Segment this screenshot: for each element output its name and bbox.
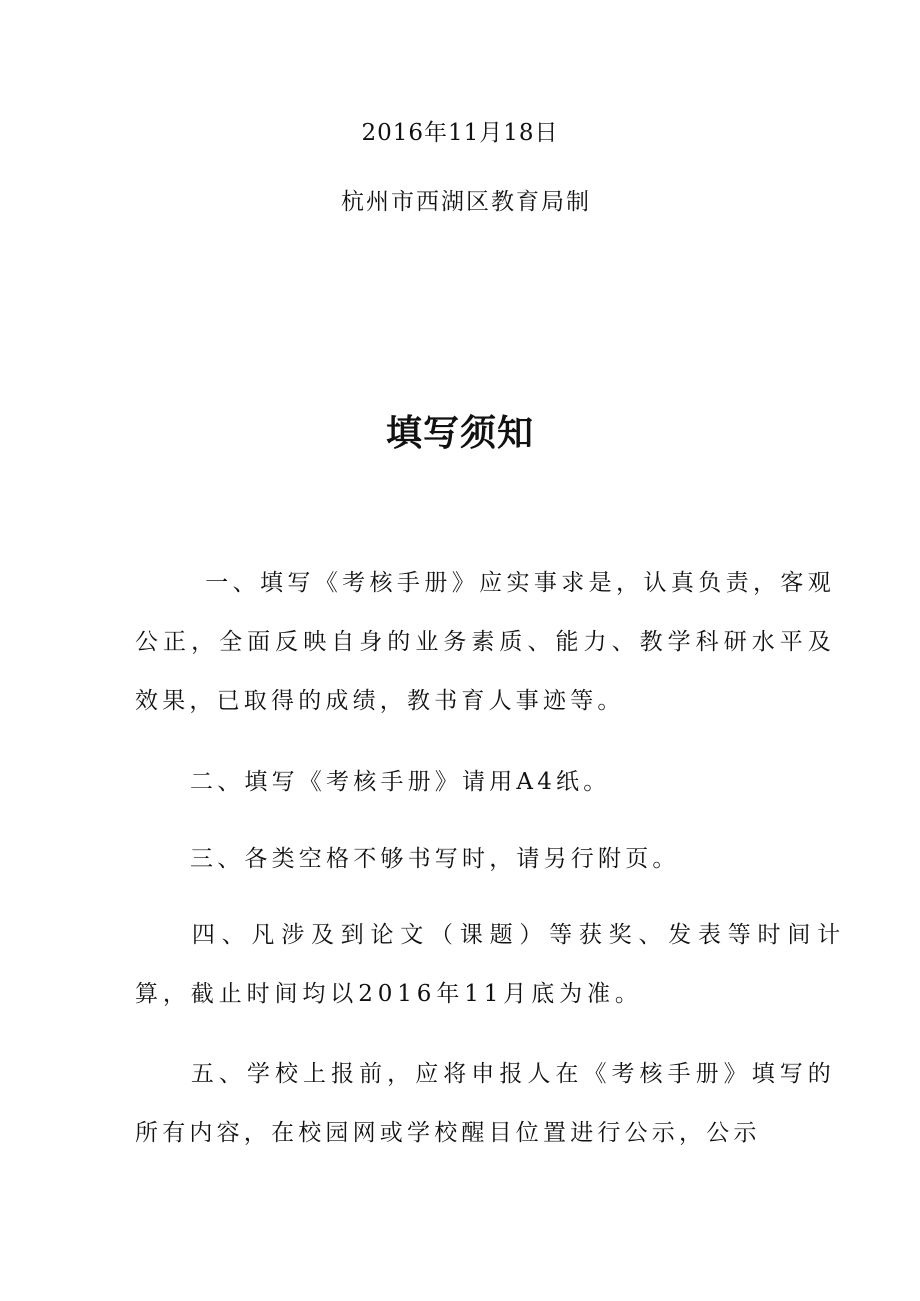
instruction-text-1: 一、填写《考核手册》应实事求是，认真负责，客观公正，全面反映自身的业务素质、能力、教学科研水平及效果，已取得的成绩，教书育人事迹等。 (135, 570, 835, 714)
document-date: 2016年11月18日 (361, 120, 559, 146)
page-title: 填写须知 (385, 413, 534, 454)
issuer-line: 杭州市西湖区教育局制 (341, 189, 591, 215)
instruction-text-4: 四、凡涉及到论文（课题）等获奖、发表等时间计算，截止时间均以2016年11月底为准。 (135, 922, 845, 1007)
instruction-item-4 (135, 906, 845, 1024)
instruction-item-2 (135, 753, 835, 812)
instruction-item-1 (135, 554, 835, 731)
instruction-text-5: 五、学校上报前，应将申报人在《考核手册》填写的所有内容，在校园网或学校醒目位置进行公示，公示 (135, 1061, 835, 1146)
instruction-text-3: 三、各类空格不够书写时，请另行附页。 (190, 846, 680, 872)
instruction-item-5 (135, 1045, 835, 1163)
instruction-text-2: 二、填写《考核手册》请用A4纸。 (190, 769, 611, 795)
instruction-item-3 (135, 830, 835, 889)
